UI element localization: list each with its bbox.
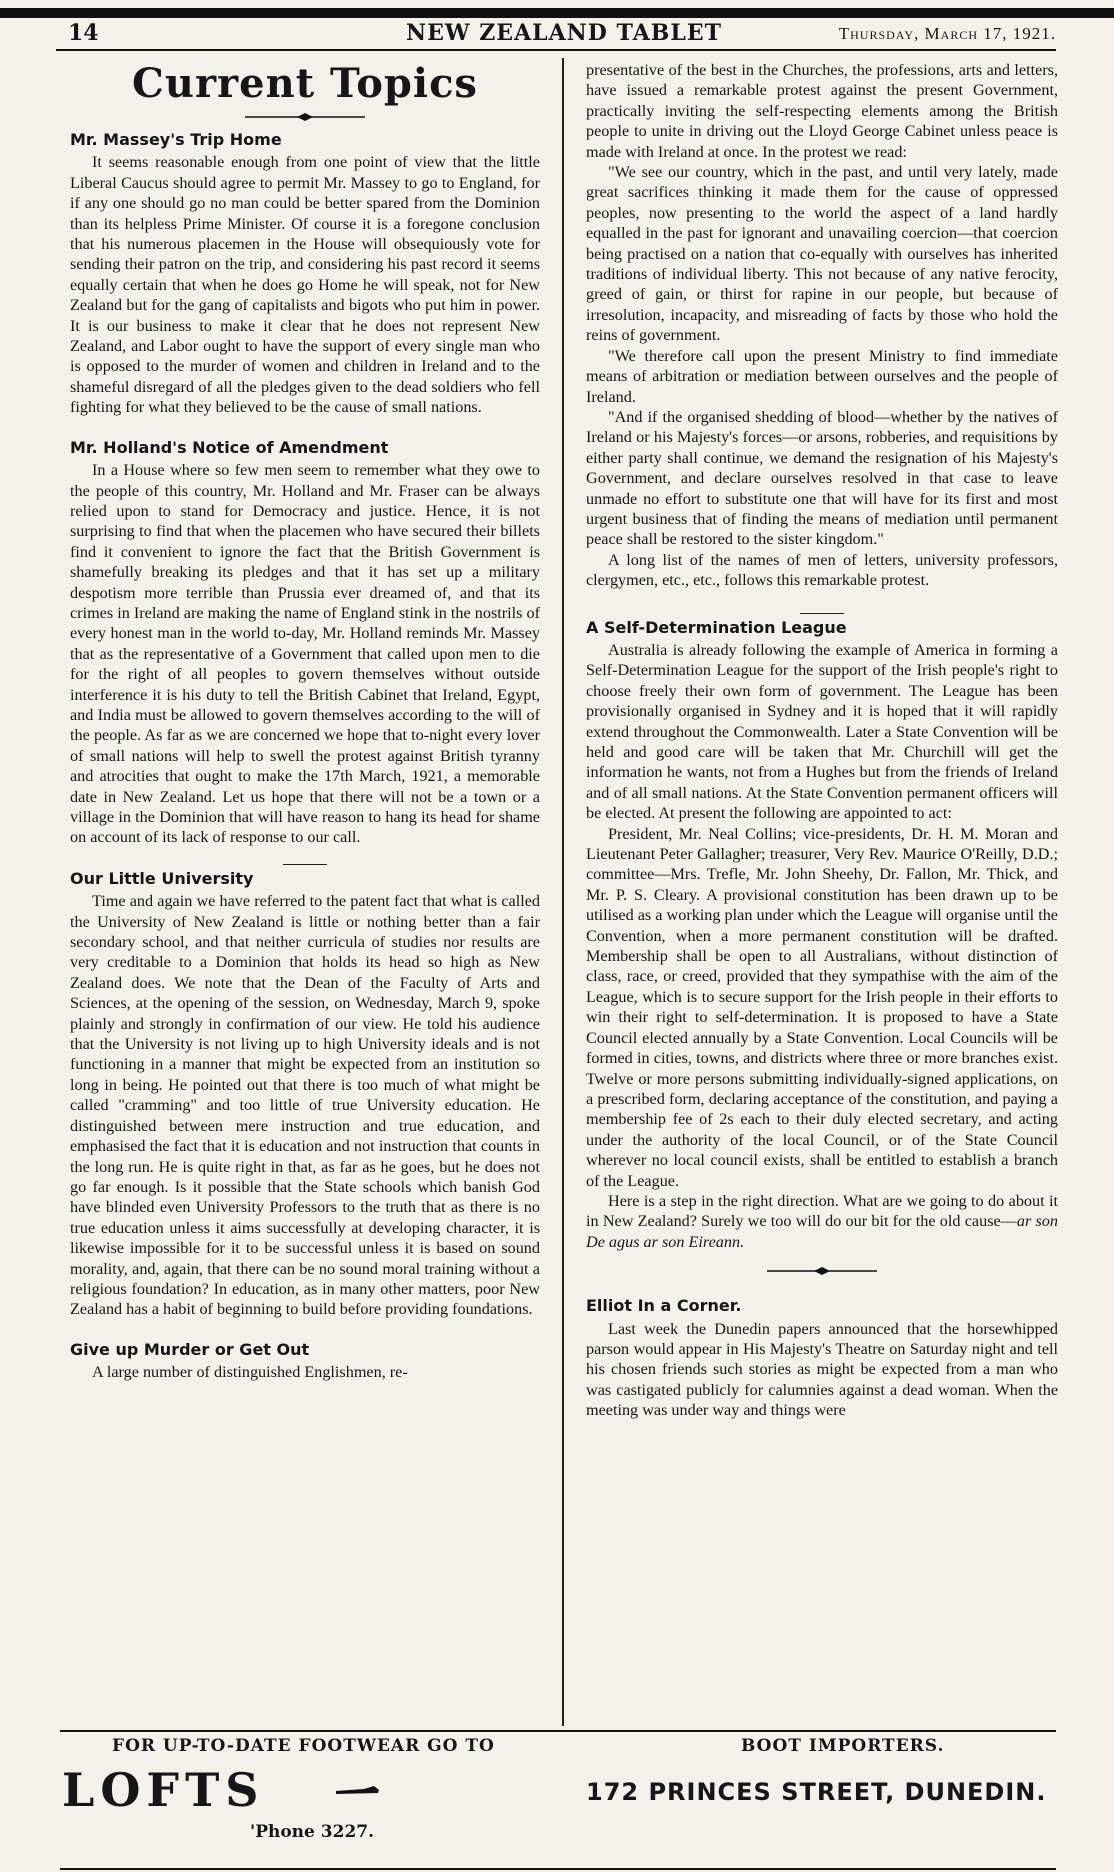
advert-top-rule: [60, 1730, 1056, 1732]
column-divider: [562, 58, 564, 1726]
article-heading-university: Our Little University: [70, 868, 254, 888]
league-closing-text: Here is a step in the right direction. What are we going to do about it in New Zealand? Surely we too will do our bit for the old cause—: [586, 1191, 1058, 1231]
protest-closing: A long list of the names of men of letters, university professors, clergymen, etc., etc., follows this remarkable protest.: [586, 550, 1058, 590]
protest-quote-2: "We therefore call upon the present Ministry to find immediate means of arbitration or mediation between ourselves and the people of Ireland.: [586, 346, 1058, 406]
article-body-league-1: Australia is already following the example of America in forming a Self-Determination League for the support of the Irish people's right to choose freely their own form of government. The League has been provisionally organised in Sydney and it is hoped that it will rapidly extend throughout the Commonwealth. Later a State Convention will be held and good care will be taken that Mr. Churchill will get the information he wants, not from a Hughes but from the friends of Ireland and of all small nations. At the State Convention permanent officers will be elected. At present the following are appointed to act:: [586, 640, 1058, 823]
protest-quote-3: "And if the organised shedding of blood—whether by the natives of Ireland or his Majesty's forces—or arsons, robberies, and requisitions by either party shall continue, we demand the resignation of his Majesty's Government, and declare ourselves resolved in that case to leave unmade no effort to substitute one that will have for its first and most urgent business that of finding the means of mediation until permanent peace shall be restored to the sister kingdom.": [586, 407, 1058, 549]
article-heading-elliot: Elliot In a Corner.: [586, 1296, 742, 1316]
advert-logo: [62, 1763, 532, 1817]
protest-quote-1: "We see our country, which in the past, and until very lately, made great sacrifices thinking it made them for the cause of oppressed peoples, now presenting to the world the aspect of a land hardly equalled in the past for ignorant and unavailing coercion—that coercion being practised on a nation that co-equally with ourselves has inherited traditions of individual liberty. This not because of any native ferocity, greed of gain, or thirst for rapine in our people, but because of irresolution, incapacity, and misreading of facts by those who hold the reins of government.: [586, 163, 1058, 345]
article-body-massey: It seems reasonable enough from one point of view that the little Liberal Caucus should agree to permit Mr. Massey to go to England, for if any one should go no man could be better spared from the Dominion than its helpless Prime Minister. Of course it is a foregone conclusion that his numerous placemen in the House will obsequiously vote for sending their patron on the trip, and considering his past record it seems equally certain that when he does go Home he will speak, not for New Zealand but for the gang of capitalists and bigots who put him in power. It is our business to make it clear that he does not represent New Zealand, and Labor ought to have the support of every single man who is opposed to the murder of women and children in Ireland and to the shameful disregard of all the pledges given to the dead soldiers who fell fighting for what they believed to be the cause of small nations.: [70, 153, 540, 417]
article-body-murder: A large number of distinguished Englishmen, re-: [92, 1363, 408, 1382]
article-body-university: Time and again we have referred to the patent fact that what is called the University of New Zealand is little or nothing better than a fair secondary school, and that neither curricula of studies nor results are very creditable to a Dominion that holds its head so high as New Zealand does. We note that the Dean of the Faculty of Arts and Sciences, at the opening of the session, on Wednesday, March 9, spoke plainly and strongly in confirmation of our view. He told his audience that the University is not living up to high University ideals and is not functioning in a manner that might be expected from an institution so long in being. He pointed out that there is too much of what might be called "cramming" and too little of true University education. He distinguished between mere instruction and true education, and emphasised the fact that it is education and not instruction that counts in the long run. He is quite right in that, as far as he goes, but he does not go far enough. Is it possible that the State schools which banish God have blinded even University Professors to the truth that as there is no true education unless it aims successfully at developing character, it is likewise impossible for it to be successful unless it is based on sound morality, and, again, that there can be no sound moral training without a religious foundation? In education, as in many other matters, poor New Zealand has a habit of beginning to build before providing foundations.: [70, 892, 540, 1319]
article-body-holland: In a House where so few men seem to remember what they owe to the people of this country, Mr. Holland and Mr. Fraser can be always relied upon to stand for Democracy and justice. Hence, it is not surprising to find that when the placemen who have secured their billets find it convenient to ignore the fact that the British Government is shamefully breaking its pledges and that it has set up a military despotism more terrible than Prussia ever dreamed of, and that its crimes in Ireland are making the name of England stink in the nostrils of every honest man in the world to-day, Mr. Holland reminds Mr. Massey that as the representative of a Government that called upon men to die for the right of all peoples to govern themselves without outside interference it is his duty to tell the British Cabinet that Ireland, Egypt, and India must be allowed to govern themselves according to the will of the people. As far as we are concerned we hope that to-night every lover of small nations will help to swell the protest against British tyranny and atrocities that ought to make the 17th March, 1921, a memorable date in New Zealand. Let us hope that there will not be a town or a village in the Dominion that will have reason to hang its head for shame on account of its lack of response to our call.: [70, 461, 540, 847]
advert-bottom-rule: [60, 1868, 1056, 1870]
irish-phrase: ar son De agus ar son Eireann.: [586, 1212, 1058, 1251]
continued-body: presentative of the best in the Churches, the professions, arts and letters, have issued a remarkable protest against the present Government, practically inviting the self-respecting elements among the British people to unite in driving out the Lloyd George Cabinet unless peace is made with Ireland at once. In the protest we read:: [586, 61, 1058, 161]
section-title: Current Topics: [132, 60, 478, 107]
page-header: [56, 20, 1056, 50]
article-heading-murder: Give up Murder or Get Out: [70, 1339, 310, 1359]
right-column: [586, 60, 1058, 1720]
article-body-league-3: [586, 1191, 1058, 1252]
top-border: [0, 8, 1114, 18]
article-heading-holland: Mr. Holland's Notice of Amendment: [70, 437, 389, 457]
article-body-league-2: President, Mr. Neal Collins; vice-presidents, Dr. H. M. Moran and Lieutenant Peter Gallagher; treasurer, Very Rev. Maurice O'Reilly, D.D.; committee—Mrs. Trefle, Mr. John Sheehy, Dr. Fallon, Mr. Thick, and Mr. P. S. Cleary. A provisional constitution has been drawn up to be utilised as a working plan under which the League will organise until the Convention, when a more permanent constitution will be drafted. Membership shall be open to all Australians, without distinction of class, race, or creed, provided that they sympathise with the aim of the League, which is to secure support for the Irish people in their efforts to win their right to self-determination. It is proposed to have a State Council elected annually by a State Convention. Local Councils will be formed in cities, towns, and districts where three or more branches exist. Twelve or more persons submitting individually-signed applications, on a prescribed form, declaring acceptance of the constitution, and paying a membership fee of 2s each to their duly elected secretary, and acting under the authority of the local Council, or of the State Council wherever no local council exists, shall be entitled to establish a branch of the League.: [586, 824, 1058, 1190]
boot-icon: [334, 1782, 380, 1798]
issue-date: Thursday, March 17, 1921.: [838, 24, 1056, 43]
advert-importers: BOOT IMPORTERS.: [741, 1736, 945, 1756]
advert-phone: 'Phone 3227.: [250, 1822, 375, 1842]
advert-left: [62, 1736, 532, 1866]
ornament-divider: [245, 112, 365, 122]
advert-address: 172 PRINCES STREET, DUNEDIN.: [586, 1778, 1047, 1806]
section-rule-right: [800, 613, 844, 614]
page-number: 14: [68, 20, 99, 46]
header-rule: [56, 49, 1056, 51]
left-column: [70, 60, 540, 1720]
article-body-elliot: Last week the Dunedin papers announced that the horsewhipped parson would appear in His Majesty's Theatre on Saturday night and tell his chosen friends such stories as might be expected from a man who was castigated publicly for calumnies against a dead woman. When the meeting was under way and things were: [586, 1319, 1058, 1420]
article-heading-massey: Mr. Massey's Trip Home: [70, 130, 282, 149]
advert-brand: LOFTS: [62, 1763, 265, 1817]
advert-right: [586, 1736, 1056, 1866]
article-heading-league: A Self-Determination League: [586, 617, 847, 637]
section-rule: [283, 864, 327, 865]
ornament-divider-right: [767, 1266, 877, 1276]
publication-title: NEW ZEALAND TABLET: [406, 20, 722, 46]
advert-tagline: FOR UP-TO-DATE FOOTWEAR GO TO: [112, 1736, 495, 1756]
